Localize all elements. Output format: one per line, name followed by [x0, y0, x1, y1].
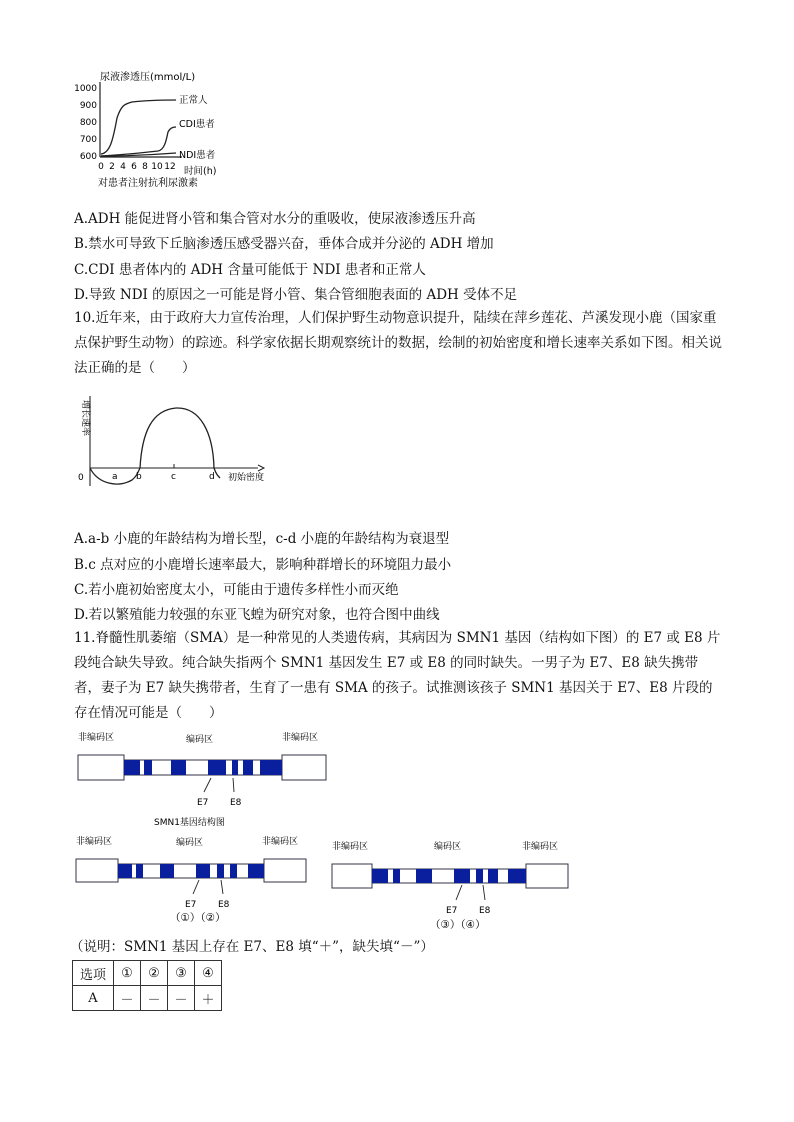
table-cell: － [141, 986, 168, 1011]
table-cell: － [114, 986, 141, 1011]
noncoding-label-left: 非编码区 [76, 837, 113, 847]
mark-1-2: （①）（②） [170, 912, 226, 924]
table-header-cell: 选项 [73, 961, 114, 986]
q11-note: （说明：SMN1 基因上存在 E7、E8 填“＋”，缺失填“－”） [70, 939, 434, 955]
smn1-variant-right [328, 836, 574, 934]
figure-caption: SMN1基因结构图 [154, 818, 225, 828]
point-c: c [171, 472, 176, 482]
point-b: b [136, 472, 142, 482]
table-row [73, 986, 222, 1011]
noncoding-label-right: 非编码区 [282, 733, 319, 743]
q9-option-a: A.ADH 能促进肾小管和集合管对水分的重吸收，使尿液渗透压升高 [74, 211, 476, 227]
q10-stem: 10.近年来，由于政府大力宣传治理，人们保护野生动物意识提升，陆续在萍乡莲花、芦溪发现小鹿（国家重点保护野生动物）的踪迹。科学家依据长期观察统计的数据，绘制的初始密度和增长速率关系如下图。相关说法正确的是（ ） [74, 310, 722, 376]
series-ndi-label: NDI患者 [179, 150, 216, 161]
series-normal-label: 正常人 [179, 95, 208, 106]
xtick: 2 [109, 162, 115, 172]
point-a: a [112, 472, 118, 482]
table-cell: A [73, 986, 114, 1011]
osmolality-chart [70, 68, 240, 193]
ytick: 600 [79, 152, 97, 162]
noncoding-label-left: 非编码区 [332, 842, 369, 852]
xtick: 6 [131, 162, 137, 172]
chart-caption: 对患者注射抗利尿激素 [98, 178, 198, 189]
growth-xlabel: 初始密度 [228, 473, 265, 483]
q10-option-b: B.c 点对应的小鹿增长速率最大，影响种群增长的环境阻力最小 [74, 557, 452, 573]
e7-label: E7 [197, 798, 209, 808]
q9-option-d: D.导致 NDI 的原因之一可能是肾小管、集合管细胞表面的 ADH 受体不足 [74, 287, 518, 303]
q9-option-b: B.禁水可导致下丘脑渗透压感受器兴奋，垂体合成并分泌的 ADH 增加 [74, 236, 494, 252]
q11-stem: 11.脊髓性肌萎缩（SMA）是一种常见的人类遗传病，其病因为 SMN1 基因（结构如下图）的 E7 或 E8 片段纯合缺失导致。纯合缺失指两个 SMN1 基因发生 E7 或 E8 的同时缺失。一男子为 E7、E8 缺失携带者，妻子为 E7 缺失携带者，生育了一患有 SMA 的孩子。试推测该孩子 SMN1 基因关于 E7、E8 片段的存在情况可能是（ ） [74, 630, 721, 721]
series-cdi-label: CDI患者 [179, 119, 215, 130]
table-cell: － [168, 986, 195, 1011]
q10-option-c: C.若小鹿初始密度太小，可能由于遗传多样性小而灭绝 [74, 582, 399, 598]
q10-option-a: A.a-b 小鹿的年龄结构为增长型，c-d 小鹿的年龄结构为衰退型 [74, 531, 450, 547]
origin-label: 0 [78, 473, 84, 483]
coding-label: 编码区 [176, 838, 204, 848]
ytick: 800 [79, 118, 97, 128]
point-d: d [209, 472, 215, 482]
growth-ylabel: 增长速率 [80, 400, 90, 437]
table-cell: ＋ [195, 986, 222, 1011]
q10-option-d: D.若以繁殖能力较强的东亚飞蝗为研究对象，也符合图中曲线 [74, 607, 440, 623]
growth-rate-chart [70, 392, 280, 492]
ytick: 1000 [74, 84, 97, 94]
table-header-cell: ② [141, 961, 168, 986]
ytick: 900 [79, 101, 97, 111]
xtick: 0 [98, 162, 104, 172]
table-header-row [73, 961, 222, 986]
chart-xlabel: 时间(h) [184, 166, 217, 177]
xtick: 10 [151, 162, 163, 172]
noncoding-label-left: 非编码区 [78, 733, 115, 743]
xtick: 12 [164, 162, 176, 172]
e7-label: E7 [446, 906, 458, 916]
table-header-cell: ④ [195, 961, 222, 986]
xtick: 8 [142, 162, 148, 172]
ytick: 700 [79, 135, 97, 145]
mark-3-4: （③）（④） [430, 919, 486, 931]
growth-curve [90, 408, 220, 484]
q9-option-c: C.CDI 患者体内的 ADH 含量可能低于 NDI 患者和正常人 [74, 262, 426, 278]
answer-table [72, 960, 222, 1011]
noncoding-label-right: 非编码区 [522, 842, 559, 852]
xtick: 4 [120, 162, 126, 172]
e8-label: E8 [218, 900, 230, 910]
chart-ylabel: 尿液渗透压(mmol/L) [100, 72, 196, 83]
table-header-cell: ① [114, 961, 141, 986]
noncoding-label-right: 非编码区 [262, 837, 299, 847]
series-normal-line [101, 100, 176, 154]
smn1-variant-left [72, 832, 312, 927]
table-header-cell: ③ [168, 961, 195, 986]
coding-label: 编码区 [434, 842, 462, 852]
e8-label: E8 [479, 906, 491, 916]
e7-label: E7 [185, 900, 197, 910]
coding-label: 编码区 [186, 735, 214, 745]
smn1-structure-figure [74, 728, 334, 828]
e8-label: E8 [230, 798, 242, 808]
